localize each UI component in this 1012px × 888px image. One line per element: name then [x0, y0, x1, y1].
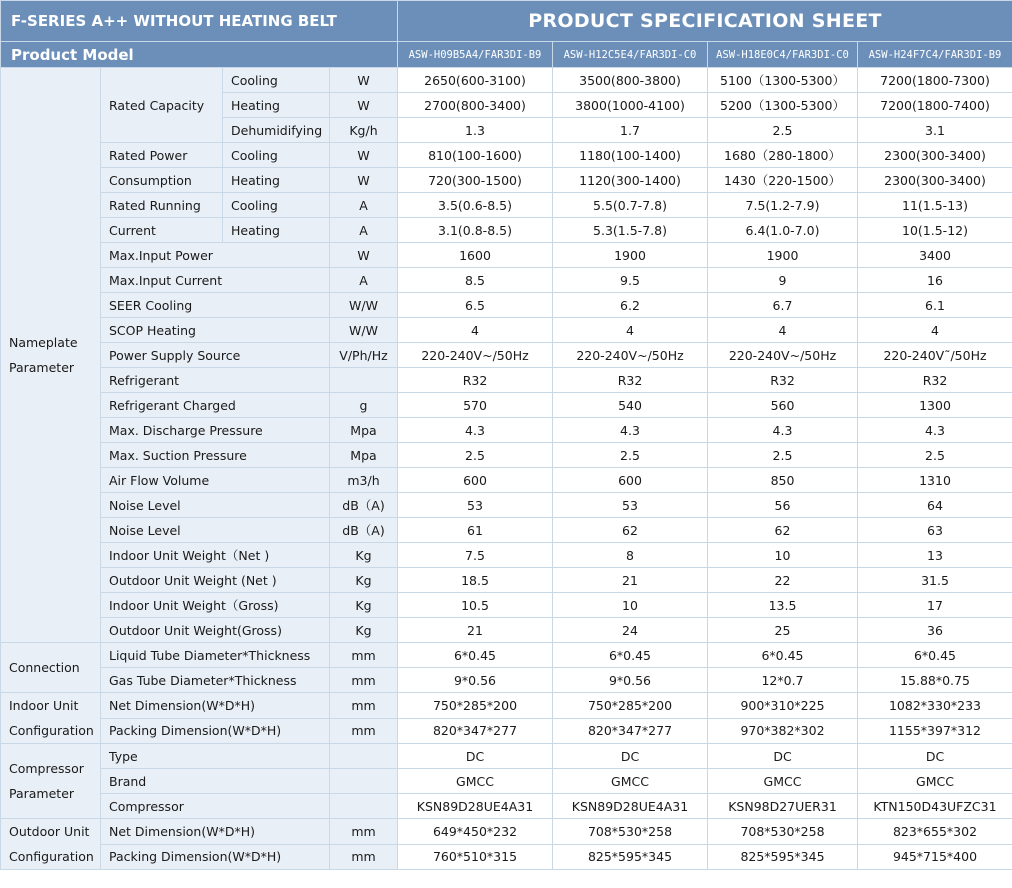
model-1: ASW-H09B5A4/FAR3DI-B9: [398, 42, 553, 68]
value-cell: 9.5: [553, 268, 708, 293]
value-cell: 850: [708, 468, 858, 493]
value-cell: 18.5: [398, 568, 553, 593]
group-label-line: Parameter: [9, 360, 75, 375]
value-cell: 4: [858, 318, 1012, 343]
item-label: Noise Level: [101, 518, 330, 543]
value-cell: 720(300-1500): [398, 168, 553, 193]
value-cell: 4.3: [553, 418, 708, 443]
item-label: Refrigerant: [101, 368, 330, 393]
table-row: [1, 543, 1012, 568]
value-cell: 3.1(0.8-8.5): [398, 218, 553, 243]
value-cell: KSN98D27UER31: [708, 794, 858, 819]
value-cell: 7200(1800-7400): [858, 93, 1012, 118]
value-cell: DC: [708, 744, 858, 769]
value-cell: 900*310*225: [708, 693, 858, 719]
value-cell: 5200（1300-5300）: [708, 93, 858, 118]
value-cell: R32: [708, 368, 858, 393]
value-cell: GMCC: [553, 769, 708, 794]
value-cell: 820*347*277: [398, 718, 553, 744]
table-row: [1, 668, 1012, 693]
item-label: Packing Dimension(W*D*H): [101, 844, 330, 870]
value-cell: 1.7: [553, 118, 708, 143]
table-row: [1, 443, 1012, 468]
value-cell: 36: [858, 618, 1012, 643]
item-label: SCOP Heating: [101, 318, 330, 343]
value-cell: 945*715*400: [858, 844, 1012, 870]
item-label: Liquid Tube Diameter*Thickness: [101, 643, 330, 668]
group-label-line: Outdoor Unit: [9, 824, 90, 839]
item-label: Packing Dimension(W*D*H): [101, 718, 330, 744]
table-row: [1, 293, 1012, 318]
unit-cell: W/W: [330, 293, 398, 318]
group-label: [1, 744, 101, 819]
unit-cell: mm: [330, 643, 398, 668]
item-label: Max. Suction Pressure: [101, 443, 330, 468]
value-cell: KSN89D28UE4A31: [398, 794, 553, 819]
value-cell: 220-240V~/50Hz: [708, 343, 858, 368]
value-cell: 53: [398, 493, 553, 518]
item-label: Net Dimension(W*D*H): [101, 693, 330, 719]
value-cell: 3400: [858, 243, 1012, 268]
value-cell: KSN89D28UE4A31: [553, 794, 708, 819]
unit-cell: mm: [330, 668, 398, 693]
value-cell: 10: [708, 543, 858, 568]
value-cell: DC: [398, 744, 553, 769]
sub-label: Dehumidifying: [223, 118, 330, 143]
value-cell: GMCC: [708, 769, 858, 794]
value-cell: 600: [398, 468, 553, 493]
item-label: Power Supply Source: [101, 343, 330, 368]
unit-cell: W: [330, 143, 398, 168]
unit-cell: m3/h: [330, 468, 398, 493]
item-label: Compressor: [101, 794, 330, 819]
table-row: [1, 68, 1012, 93]
table-row: [1, 493, 1012, 518]
value-cell: 15.88*0.75: [858, 668, 1012, 693]
value-cell: 5100（1300-5300）: [708, 68, 858, 93]
group-label-line: Indoor Unit: [9, 698, 79, 713]
sub-label: Cooling: [223, 193, 330, 218]
value-cell: 3.1: [858, 118, 1012, 143]
sub-label: Heating: [223, 218, 330, 243]
item-label: Indoor Unit Weight（Net ): [101, 543, 330, 568]
value-cell: 4.3: [398, 418, 553, 443]
value-cell: 2.5: [708, 443, 858, 468]
value-cell: 760*510*315: [398, 844, 553, 870]
value-cell: 825*595*345: [553, 844, 708, 870]
value-cell: 24: [553, 618, 708, 643]
value-cell: 22: [708, 568, 858, 593]
value-cell: 56: [708, 493, 858, 518]
model-4: ASW-H24F7C4/FAR3DI-B9: [858, 42, 1012, 68]
item-label: Consumption: [101, 168, 223, 193]
value-cell: 3.5(0.6-8.5): [398, 193, 553, 218]
table-row: [1, 368, 1012, 393]
value-cell: 823*655*302: [858, 819, 1012, 845]
value-cell: 2.5: [708, 118, 858, 143]
group-label-line: Parameter: [9, 786, 75, 801]
value-cell: 825*595*345: [708, 844, 858, 870]
value-cell: 10(1.5-12): [858, 218, 1012, 243]
value-cell: R32: [398, 368, 553, 393]
value-cell: 12*0.7: [708, 668, 858, 693]
value-cell: 2300(300-3400): [858, 143, 1012, 168]
sub-label: Heating: [223, 93, 330, 118]
value-cell: 9: [708, 268, 858, 293]
value-cell: 220-240V~/50Hz: [398, 343, 553, 368]
value-cell: 2300(300-3400): [858, 168, 1012, 193]
table-row: [1, 243, 1012, 268]
value-cell: 4: [553, 318, 708, 343]
value-cell: GMCC: [398, 769, 553, 794]
value-cell: 4.3: [708, 418, 858, 443]
value-cell: 31.5: [858, 568, 1012, 593]
value-cell: 1082*330*233: [858, 693, 1012, 719]
item-label: Rated Running: [101, 193, 223, 218]
value-cell: 5.5(0.7-7.8): [553, 193, 708, 218]
table-row: [1, 693, 1012, 719]
value-cell: 1.3: [398, 118, 553, 143]
value-cell: 9*0.56: [398, 668, 553, 693]
value-cell: 8.5: [398, 268, 553, 293]
model-row: [1, 42, 1012, 68]
value-cell: 6.5: [398, 293, 553, 318]
value-cell: DC: [553, 744, 708, 769]
table-row: [1, 568, 1012, 593]
model-2: ASW-H12C5E4/FAR3DI-C0: [553, 42, 708, 68]
unit-cell: Kg/h: [330, 118, 398, 143]
value-cell: 708*530*258: [553, 819, 708, 845]
unit-cell: A: [330, 193, 398, 218]
value-cell: 9*0.56: [553, 668, 708, 693]
value-cell: R32: [553, 368, 708, 393]
value-cell: 6.7: [708, 293, 858, 318]
item-label: Rated Power: [101, 143, 223, 168]
value-cell: 64: [858, 493, 1012, 518]
value-cell: 810(100-1600): [398, 143, 553, 168]
item-label: Max.Input Current: [101, 268, 330, 293]
unit-cell: mm: [330, 819, 398, 845]
value-cell: 6.2: [553, 293, 708, 318]
unit-cell: Kg: [330, 543, 398, 568]
item-label: Noise Level: [101, 493, 330, 518]
value-cell: 21: [553, 568, 708, 593]
group-label: [1, 643, 101, 693]
value-cell: 1310: [858, 468, 1012, 493]
group-label: [1, 68, 101, 643]
value-cell: 5.3(1.5-7.8): [553, 218, 708, 243]
table-row: [1, 318, 1012, 343]
group-label-line: Nameplate: [9, 335, 78, 350]
sub-label: Cooling: [223, 68, 330, 93]
value-cell: 53: [553, 493, 708, 518]
value-cell: 13: [858, 543, 1012, 568]
value-cell: 2700(800-3400): [398, 93, 553, 118]
table-row: [1, 268, 1012, 293]
value-cell: 25: [708, 618, 858, 643]
value-cell: 6*0.45: [708, 643, 858, 668]
sheet-title: PRODUCT SPECIFICATION SHEET: [398, 1, 1012, 42]
value-cell: 4: [708, 318, 858, 343]
table-row: [1, 769, 1012, 794]
value-cell: 6*0.45: [858, 643, 1012, 668]
unit-cell: W/W: [330, 318, 398, 343]
value-cell: 1900: [553, 243, 708, 268]
value-cell: 7.5(1.2-7.9): [708, 193, 858, 218]
unit-cell: Mpa: [330, 443, 398, 468]
value-cell: 6.1: [858, 293, 1012, 318]
table-row: [1, 468, 1012, 493]
value-cell: 11(1.5-13): [858, 193, 1012, 218]
value-cell: 2.5: [398, 443, 553, 468]
value-cell: 2.5: [553, 443, 708, 468]
value-cell: 7.5: [398, 543, 553, 568]
value-cell: 1680（280-1800）: [708, 143, 858, 168]
unit-cell: [330, 794, 398, 819]
value-cell: GMCC: [858, 769, 1012, 794]
value-cell: 970*382*302: [708, 718, 858, 744]
value-cell: 17: [858, 593, 1012, 618]
table-row: [1, 393, 1012, 418]
table-row: [1, 593, 1012, 618]
value-cell: 570: [398, 393, 553, 418]
unit-cell: Mpa: [330, 418, 398, 443]
value-cell: 1430（220-1500）: [708, 168, 858, 193]
value-cell: 1900: [708, 243, 858, 268]
sub-label: Cooling: [223, 143, 330, 168]
unit-cell: W: [330, 168, 398, 193]
item-label: Outdoor Unit Weight (Net ): [101, 568, 330, 593]
unit-cell: mm: [330, 718, 398, 744]
value-cell: 21: [398, 618, 553, 643]
table-row: [1, 143, 1012, 168]
value-cell: 10: [553, 593, 708, 618]
item-label: Max.Input Power: [101, 243, 330, 268]
item-label: Outdoor Unit Weight(Gross): [101, 618, 330, 643]
item-label: Current: [101, 218, 223, 243]
unit-cell: Kg: [330, 593, 398, 618]
value-cell: 8: [553, 543, 708, 568]
unit-cell: W: [330, 243, 398, 268]
value-cell: 220-240V~/50Hz: [553, 343, 708, 368]
series-title: F-SERIES A++ WITHOUT HEATING BELT: [1, 1, 398, 42]
value-cell: 6*0.45: [553, 643, 708, 668]
unit-cell: dB（A): [330, 493, 398, 518]
group-label-line: Configuration: [9, 723, 94, 738]
item-label: Refrigerant Charged: [101, 393, 330, 418]
group-label: [1, 819, 101, 870]
unit-cell: W: [330, 93, 398, 118]
model-3: ASW-H18E0C4/FAR3DI-C0: [708, 42, 858, 68]
value-cell: 1600: [398, 243, 553, 268]
value-cell: 4: [398, 318, 553, 343]
value-cell: 10.5: [398, 593, 553, 618]
unit-cell: dB（A): [330, 518, 398, 543]
unit-cell: [330, 744, 398, 769]
table-row: [1, 218, 1012, 243]
table-row: [1, 418, 1012, 443]
table-row: [1, 718, 1012, 744]
table-row: [1, 168, 1012, 193]
unit-cell: mm: [330, 844, 398, 870]
group-label-line: Configuration: [9, 849, 94, 864]
value-cell: 750*285*200: [553, 693, 708, 719]
value-cell: 2.5: [858, 443, 1012, 468]
item-label: Gas Tube Diameter*Thickness: [101, 668, 330, 693]
value-cell: 13.5: [708, 593, 858, 618]
item-label: Net Dimension(W*D*H): [101, 819, 330, 845]
table-row: [1, 518, 1012, 543]
table-row: [1, 193, 1012, 218]
value-cell: DC: [858, 744, 1012, 769]
item-label: Rated Capacity: [101, 68, 223, 143]
unit-cell: Kg: [330, 618, 398, 643]
value-cell: KTN150D43UFZC31: [858, 794, 1012, 819]
unit-cell: mm: [330, 693, 398, 719]
value-cell: 600: [553, 468, 708, 493]
table-row: [1, 343, 1012, 368]
value-cell: 62: [553, 518, 708, 543]
table-row: [1, 844, 1012, 870]
unit-cell: [330, 769, 398, 794]
unit-cell: [330, 368, 398, 393]
unit-cell: g: [330, 393, 398, 418]
value-cell: 649*450*232: [398, 819, 553, 845]
group-label: [1, 693, 101, 744]
value-cell: 1180(100-1400): [553, 143, 708, 168]
item-label: Brand: [101, 769, 330, 794]
header-row: [1, 1, 1012, 42]
value-cell: 3800(1000-4100): [553, 93, 708, 118]
value-cell: 6.4(1.0-7.0): [708, 218, 858, 243]
unit-cell: Kg: [330, 568, 398, 593]
value-cell: 16: [858, 268, 1012, 293]
value-cell: 61: [398, 518, 553, 543]
item-label: SEER Cooling: [101, 293, 330, 318]
unit-cell: A: [330, 218, 398, 243]
value-cell: 540: [553, 393, 708, 418]
value-cell: 4.3: [858, 418, 1012, 443]
unit-cell: V/Ph/Hz: [330, 343, 398, 368]
value-cell: 62: [708, 518, 858, 543]
product-model-label: Product Model: [1, 42, 398, 68]
table-row: [1, 643, 1012, 668]
value-cell: R32: [858, 368, 1012, 393]
item-label: Max. Discharge Pressure: [101, 418, 330, 443]
value-cell: 6*0.45: [398, 643, 553, 668]
unit-cell: A: [330, 268, 398, 293]
item-label: Indoor Unit Weight（Gross): [101, 593, 330, 618]
value-cell: 2650(600-3100): [398, 68, 553, 93]
table-row: [1, 618, 1012, 643]
value-cell: 708*530*258: [708, 819, 858, 845]
value-cell: 1120(300-1400): [553, 168, 708, 193]
value-cell: 220-240V˜/50Hz: [858, 343, 1012, 368]
value-cell: 560: [708, 393, 858, 418]
value-cell: 63: [858, 518, 1012, 543]
table-row: [1, 794, 1012, 819]
value-cell: 1155*397*312: [858, 718, 1012, 744]
sub-label: Heating: [223, 168, 330, 193]
table-row: [1, 744, 1012, 769]
value-cell: 7200(1800-7300): [858, 68, 1012, 93]
table-row: [1, 819, 1012, 845]
group-label-line: Connection: [9, 660, 80, 675]
value-cell: 750*285*200: [398, 693, 553, 719]
item-label: Type: [101, 744, 330, 769]
unit-cell: W: [330, 68, 398, 93]
value-cell: 3500(800-3800): [553, 68, 708, 93]
group-label-line: Compressor: [9, 761, 84, 776]
item-label: Air Flow Volume: [101, 468, 330, 493]
value-cell: 820*347*277: [553, 718, 708, 744]
value-cell: 1300: [858, 393, 1012, 418]
